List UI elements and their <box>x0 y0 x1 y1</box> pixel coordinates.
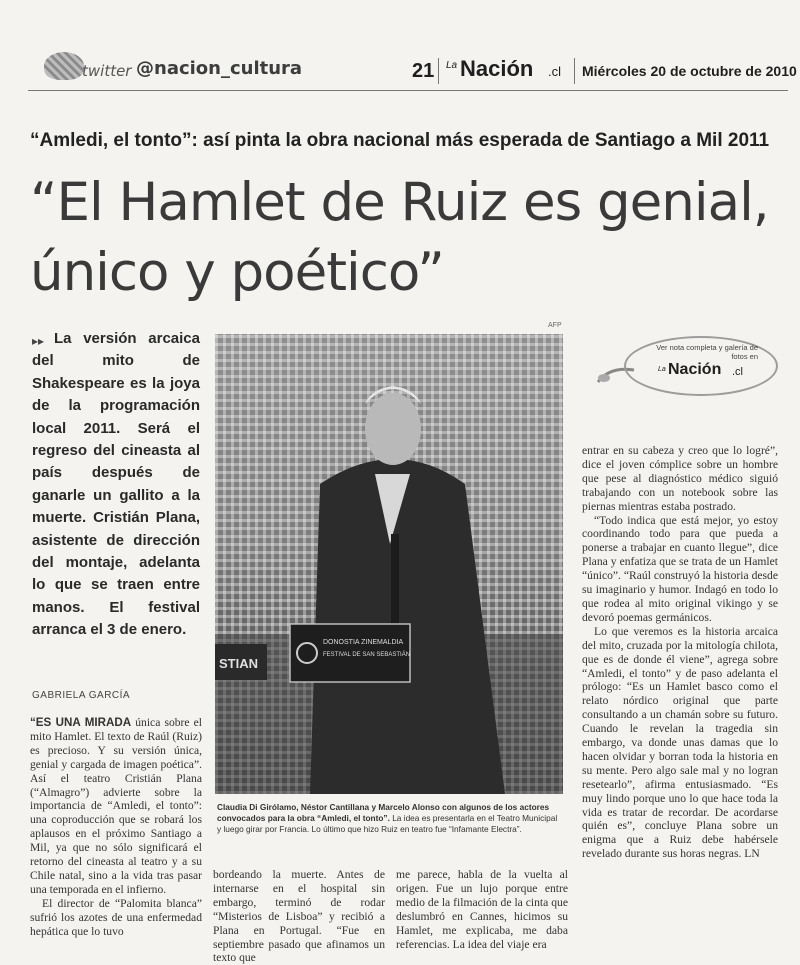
body-paragraph: Lo que veremos es la historia arcaica del mito, cruzada por la mitología chilota, que es de donde él viene”, agrega sobre “Amledi, el tonto” y de paso adelanta el prólogo: “Es un Hamlet basco como el relato nórdico original que parte consultando a un chamán sobre su futuro. Cuando le revelan la tragedia sin embargo, va donde unas damas que lo hacen olvidar y borran toda la historia en su mente. Pero algo sale mal y no logran resetearlo”, afirma entusiasmado. “Es muy lindo porque uno lo que hace toda la vida es tratar de recordar. De acordarse quién es”, concluye Plana sobre un enigma que a Ruiz debe habérsele revelado durante sus horas negras. LN <box>582 624 778 861</box>
article-photo <box>215 334 563 794</box>
brand-prefix: La <box>446 60 458 71</box>
body-column-4 <box>582 444 778 956</box>
headline: “El Hamlet de Ruiz es genial, único y poético” <box>30 172 769 303</box>
twitter-handle: @nacion_cultura <box>136 58 303 79</box>
body-paragraph: me parece, habla de la vuelta al origen. Fue un lujo porque entre medio de la filmación de la cinta que deslumbró en Cannes, hicimos su Hamlet, me explicaba, me daba referencias. La idea del viaje era <box>396 868 568 951</box>
photo-sign-line-2: FESTIVAL DE SAN SEBASTIÁN <box>323 652 411 658</box>
body-column-2 <box>213 868 385 965</box>
body-paragraph: entrar en su cabeza y creo que lo logré”, dice el joven cómplice sobre un hombre que pese al diagnóstico médico siguió trabajando con un notebook sobre las piernas mientras estaba postrado. <box>582 444 778 513</box>
twitter-bird-icon <box>44 52 84 80</box>
header-rule <box>28 90 788 91</box>
byline: GABRIELA GARCÍA <box>32 690 131 701</box>
body-paragraph: única sobre el mito Hamlet. El texto de Raúl (Ruiz) es precioso. Y su versión única, genial y cargada de imagen poética”. Así el teatro Cristián Plana (“Almagro”) advierte sobre la importancia de “Amledi, el tonto”: una coproducción que se robará los aplausos en el próximo Santiago a Mil, ya que no sólo significará el retorno del cineasta al teatro y a su Chile natal, sino a la vida tras pasar una temporada en el infierno. <box>30 716 203 896</box>
body-column-3 <box>396 868 568 954</box>
issue-date: Miércoles 20 de octubre de 2010 <box>582 63 797 79</box>
divider <box>574 58 575 84</box>
brand-name: Nación <box>460 56 534 81</box>
kicker: “Amledi, el tonto”: así pinta la obra nacional más esperada de Santiago a Mil 2011 <box>30 130 770 151</box>
photo-credit: AFP <box>548 322 562 329</box>
body-paragraph: El director de “Palomita blanca” sufrió los azotes de una enfermedad hepática que lo tuvo <box>30 896 202 938</box>
brand-suffix: .cl <box>548 64 561 79</box>
promo-brand-name: Nación <box>668 361 722 378</box>
body-column-1 <box>30 716 202 952</box>
caption-bold: Claudia Di Girólamo, Néstor Cantillana y Marcelo Alonso con algunos de los actores convocados para la obra “Amledi, el tonto”. <box>217 802 550 823</box>
promo-brand-prefix: La <box>658 366 666 373</box>
body-paragraph: bordeando la muerte. Antes de internarse en el hospital sin embargo, terminó de rodar “Misterios de Lisboa” y recibió a Plana en Portugal. “Fue en septiembre pasado que afinamos un texto que <box>213 868 385 965</box>
lead-paragraph: La versión arcaica del mito de Shakespeare es la joya de la programación local 2011. Será el regreso del cineasta al país después de ganarle un gallito a la muerte. Cristián Plana, asistente de dirección del montaje, adelanta lo que se traen entre manos. El festival arranca el 3 de enero. <box>32 330 200 639</box>
caption-rest: La idea es presentarla en el Teatro Municipal y luego girar por Francia. Lo último que hizo Ruiz en teatro fue “Infamante Electra”. <box>217 813 558 834</box>
page-number: 21 <box>412 60 435 82</box>
photo-illustration <box>215 334 563 794</box>
twitter-word: twitter <box>82 62 132 80</box>
photo-sign-line-3: STIAN <box>219 656 258 671</box>
body-paragraph: “Todo indica que está mejor, yo estoy coordinando todo para que pueda a ponerse a trabajar en cuanto llegue”, dice Plana y enfatiza que se trata de un Hamlet “único”. “Raúl construyó la historia desde su imaginario y humor. Indagó en todo lo que rodea al mito original vikingo y se devoró poemas germánicos. <box>582 513 778 624</box>
lead-caps: “ES UNA MIRADA <box>30 716 132 729</box>
photo-caption <box>217 802 561 835</box>
divider <box>438 58 439 84</box>
photo-sign-line-1: DONOSTIA ZINEMALDIA <box>323 639 404 646</box>
lead-arrow-icon: ▸▸ <box>32 334 45 348</box>
twitter-logo <box>34 50 130 86</box>
promo-text: Ver nota completa y galería de fotos en <box>656 343 758 361</box>
promo-brand-suffix: .cl <box>732 366 743 378</box>
promo-badge[interactable] <box>596 334 786 398</box>
